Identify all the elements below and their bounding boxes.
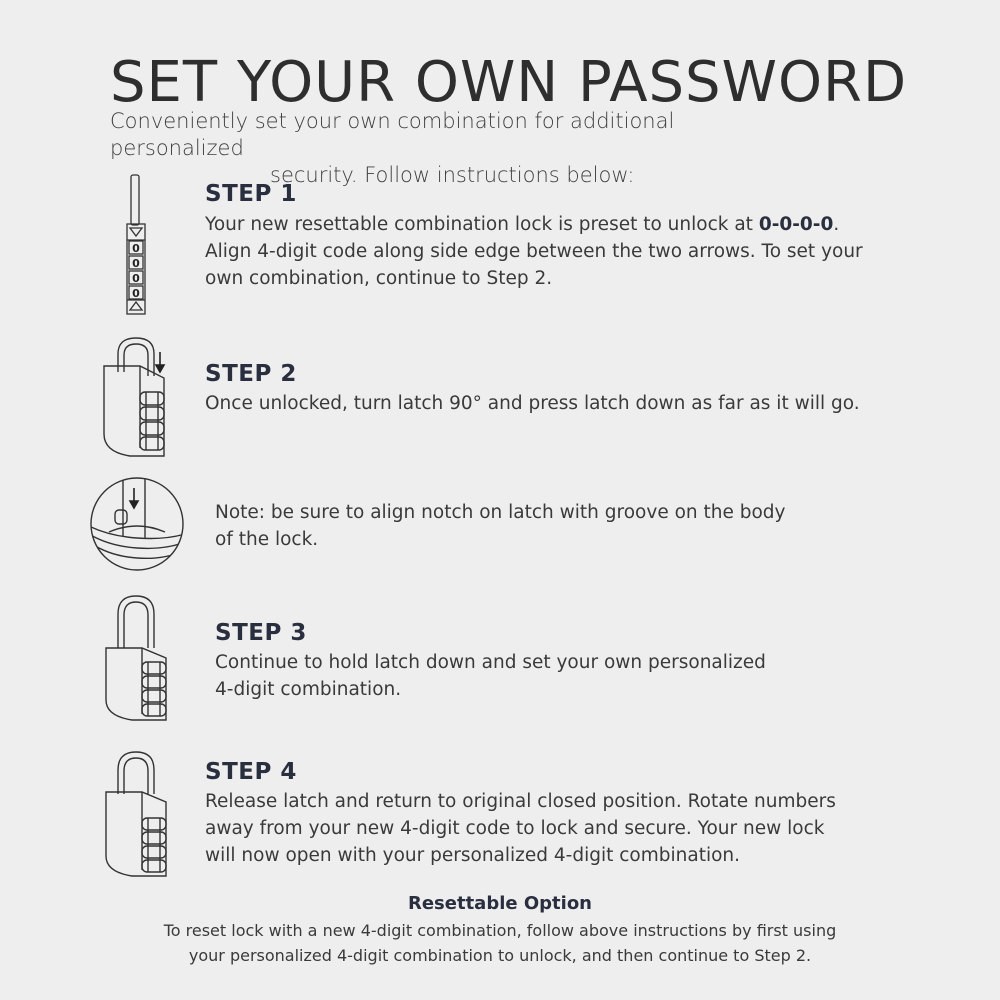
dial-digit: 0 (132, 272, 140, 285)
dial-digit: 0 (132, 242, 140, 255)
step-3-text: Continue to hold latch down and set your own personalized 4-digit combination. (215, 652, 766, 700)
combination-dial-icon (124, 174, 148, 316)
padlock-icon (104, 592, 170, 724)
note-text: Note: be sure to align notch on latch with groove on the body of the lock. (215, 502, 786, 550)
step-3-heading: STEP 3 (215, 620, 307, 646)
step-2-heading: STEP 2 (205, 361, 297, 387)
step-1-text-after: . Align 4-digit code along side edge between the two arrows. To set your own combination, continue to Step 2. (205, 214, 863, 289)
step-1-text (205, 211, 865, 292)
preset-code: 0-0-0-0 (758, 214, 834, 235)
open-padlock-arrow-icon (100, 334, 170, 460)
step-1-heading: STEP 1 (205, 181, 297, 207)
subtitle-line-2: security. Follow instructions below: (270, 163, 635, 187)
closed-padlock-icon (104, 748, 170, 880)
step-2-text: Once unlocked, turn latch 90° and press latch down as far as it will go. (205, 393, 860, 414)
dial-digit: 0 (132, 257, 140, 270)
step-1-text-before: Your new resettable combination lock is preset to unlock at (205, 214, 759, 235)
page-subtitle (110, 108, 790, 189)
subtitle-line-1: Conveniently set your own combination for additional personalized (110, 109, 675, 160)
step-4-heading: STEP 4 (205, 759, 297, 785)
step-4-text: Release latch and return to original closed position. Rotate numbers away from your new 4-digit code to lock and secure. Your new lock will now open with your personalized 4-digit combination. (205, 791, 836, 866)
latch-notch-detail-icon (89, 476, 185, 572)
page-title: SET YOUR OWN PASSWORD (110, 50, 908, 115)
resettable-option-text: To reset lock with a new 4-digit combination, follow above instructions by first using your personalized 4-digit combination to unlock, and then continue to Step 2. (163, 921, 837, 965)
resettable-option-heading: Resettable Option (407, 893, 593, 914)
dial-digit: 0 (132, 287, 140, 300)
